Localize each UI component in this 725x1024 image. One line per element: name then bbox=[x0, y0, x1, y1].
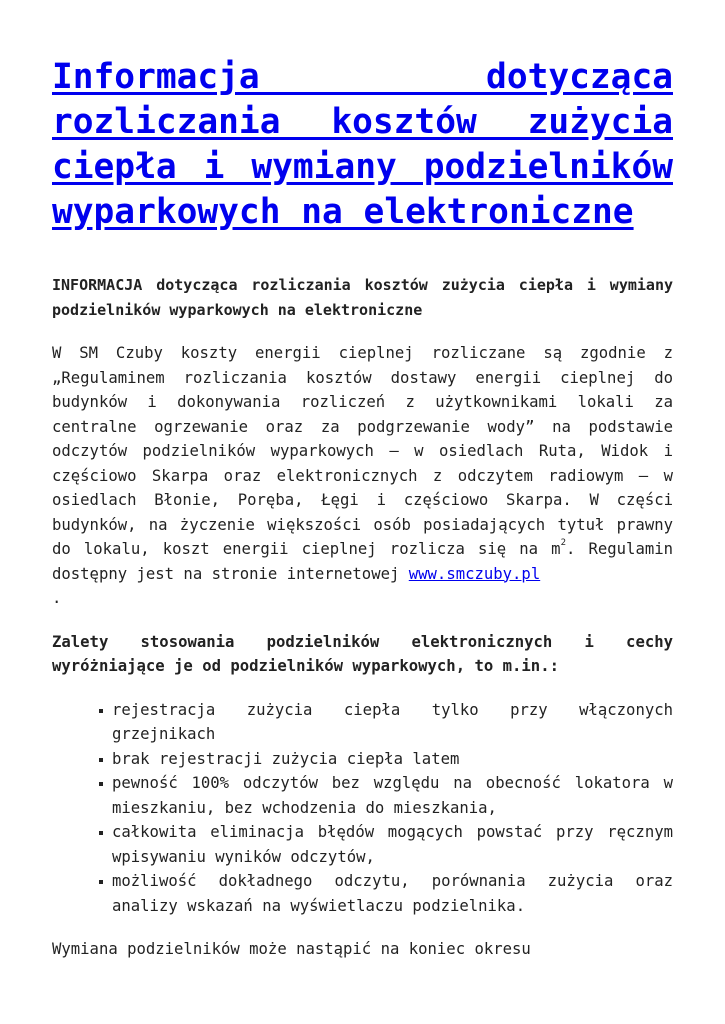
title-link[interactable]: Informacja dotycząca rozliczania kosztów zużycia ciepła i wymiany podzielników wyparkowych na elektroniczne bbox=[52, 57, 673, 232]
list-item-text: pewność 100% odczytów bez względu na obecność lokatora w mieszkaniu, bez wchodzenia do mieszkania, bbox=[112, 774, 673, 817]
list-item-text: możliwość dokładnego odczytu, porównania zużycia oraz analizy wskazań na wyświetlaczu podzielnika. bbox=[112, 872, 673, 915]
list-item bbox=[112, 820, 673, 869]
bullet-icon bbox=[99, 782, 103, 786]
list-item bbox=[112, 869, 673, 918]
article bbox=[52, 55, 673, 962]
tail-paragraph: Wymiana podzielników może nastąpić na koniec okresu bbox=[52, 940, 531, 958]
list-item bbox=[112, 771, 673, 820]
advantages-list bbox=[52, 698, 673, 919]
intro-text: W SM Czuby koszty energii cieplnej rozliczane są zgodnie z „Regulaminem rozliczania kosztów dostawy energii cieplnej do budynków i dokonywania rozliczeń z użytkownikami lokali za centralne ogrzewanie oraz za podgrzewanie wody” na podstawie odczytów podzielników wyparkowych – w osiedlach Ruta, Widok i częściowo Skarpa oraz elektronicznych z odczytem radiowym – w osiedlach Błonie, Poręba, Łęgi i częściowo Skarpa. W części budynków, na życzenie większości osób posiadających tytuł prawny do lokalu, koszt energii cieplnej rozlicza się na m bbox=[52, 344, 673, 558]
advantages-heading: Zalety stosowania podzielników elektronicznych i cechy wyróżniające je od podzielników wyparkowych, to m.in.: bbox=[52, 632, 673, 675]
superscript: 2 bbox=[560, 538, 566, 548]
bullet-icon bbox=[99, 880, 103, 884]
list-item-text: rejestracja zużycia ciepła tylko przy włączonych grzejnikach bbox=[112, 700, 673, 743]
bullet-icon bbox=[99, 709, 103, 713]
list-item bbox=[112, 698, 673, 747]
page-title bbox=[52, 55, 673, 235]
list-item-text: całkowita eliminacja błędów mogących powstać przy ręcznym wpisywaniu wyników odczytów, bbox=[112, 823, 673, 866]
bullet-icon bbox=[99, 831, 103, 835]
lead-paragraph: INFORMACJA dotycząca rozliczania kosztów zużycia ciepła i wymiany podzielników wyparkowych na elektroniczne bbox=[52, 276, 673, 319]
website-link[interactable]: www.smczuby.pl bbox=[408, 564, 541, 583]
bullet-icon bbox=[99, 758, 103, 762]
intro-end: . bbox=[52, 589, 62, 607]
list-item bbox=[112, 747, 673, 772]
intro-text-cont: . Regulamin dostępny jest na stronie internetowej bbox=[52, 540, 673, 583]
intro-paragraph bbox=[52, 341, 673, 611]
list-item-text: brak rejestracji zużycia ciepła latem bbox=[112, 749, 460, 768]
